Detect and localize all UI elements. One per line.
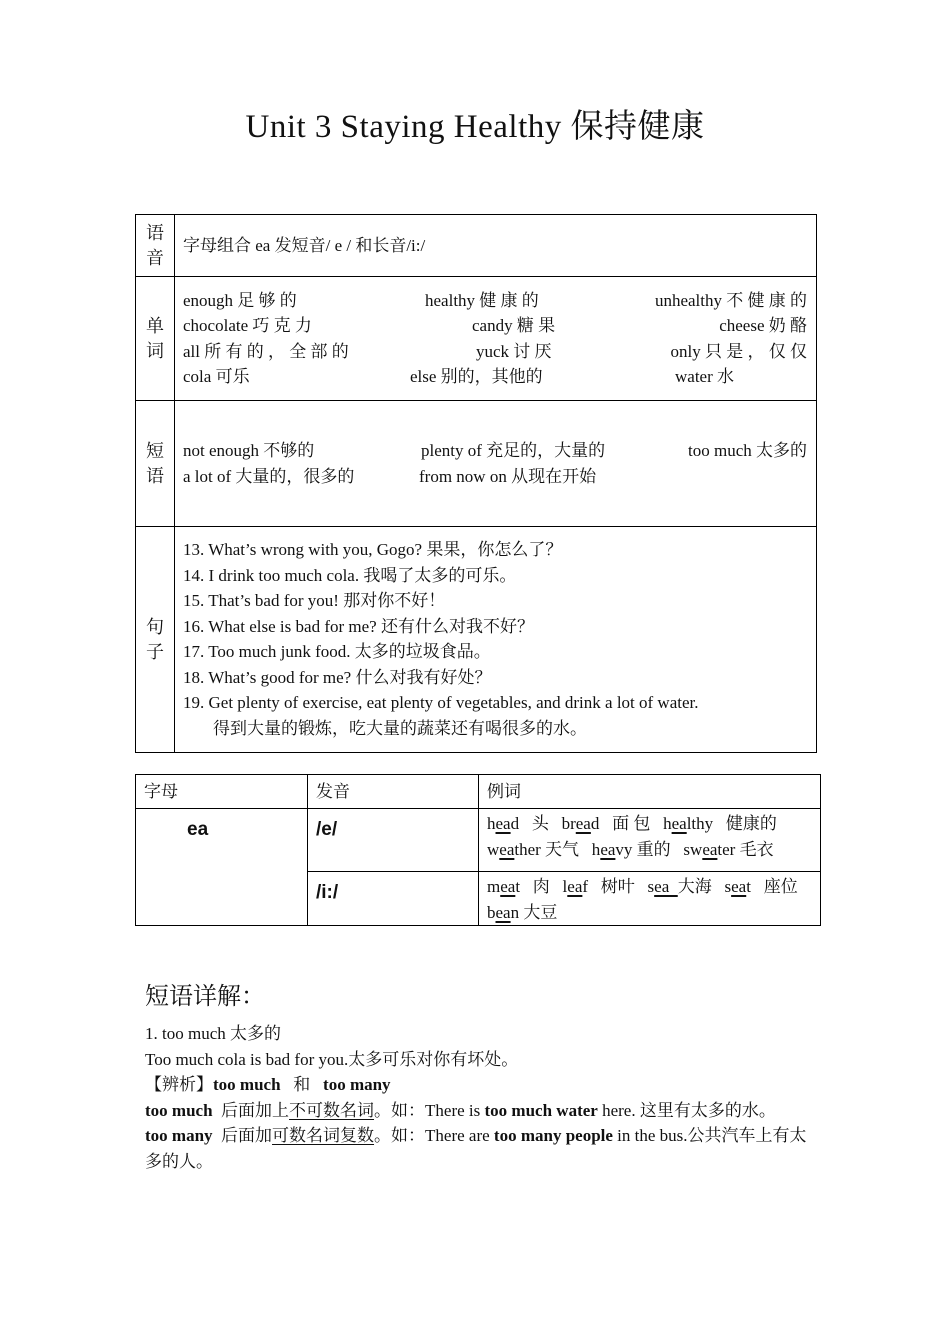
example-text: b [487, 902, 496, 922]
sound-cell: /i:/ [308, 872, 479, 926]
phrases-row [136, 401, 817, 527]
header-sound: 发音 [308, 775, 479, 809]
sentences-label: 句 子 [136, 527, 175, 753]
example-line [487, 874, 813, 900]
example-text: d 头 br [510, 814, 576, 833]
word-item: water 水 [675, 367, 735, 386]
note-item: 1. too much 太多的 [145, 1024, 281, 1043]
underlined-vowel: ea [495, 814, 511, 833]
sentences-content [175, 527, 817, 753]
underlined-vowel: ea [567, 877, 583, 896]
word-item: chocolate 巧 克 力 [183, 316, 312, 335]
words-row [136, 277, 817, 401]
example-line [487, 900, 813, 926]
sentence-translation: 得到大量的锻炼，吃大量的蔬菜还有喝很多的水。 [213, 718, 587, 738]
sound-cell: /e/ [308, 809, 479, 872]
example-text: d 面 包 h [590, 814, 672, 833]
header-letter: 字母 [136, 775, 308, 809]
vocab-table [135, 214, 817, 753]
word-item: enough 足 够 的 [183, 290, 297, 310]
letter-cell: ea [136, 809, 308, 926]
example-text: f 树叶 s [582, 877, 655, 896]
example-text: vy 重的 sw [615, 839, 703, 859]
sentence: 16. What else is bad for me? 还有什么对我不好？ [183, 616, 534, 636]
sentence: 14. I drink too much cola. 我喝了太多的可乐。 [183, 565, 517, 585]
phonics-label: 语 音 [136, 215, 175, 277]
note-too-much: too much 后面加上不可数名词。如：There is too much water here. 这里有太多的水。 [145, 1100, 776, 1120]
example-text: lthy 健康的 [686, 814, 777, 833]
word-item: candy 糖 果 [472, 316, 556, 335]
phrase-item: too much 太多的 [688, 441, 807, 460]
word-item: yuck 讨 厌 [476, 341, 552, 361]
example-cell [479, 872, 821, 926]
word-item: only 只 是 ， 仅 仅 [670, 341, 807, 361]
phrase-item: a lot of 大量的，很多的 [183, 466, 355, 486]
note-analysis: 【辨析】too much 和 too many [145, 1075, 391, 1094]
underlined-vowel: ea [654, 877, 678, 896]
word-item: all 所 有 的 ， 全 部 的 [183, 341, 349, 361]
underlined-vowel: ea [702, 839, 718, 859]
header-examples: 例词 [479, 775, 821, 809]
example-text: ther 天气 h [514, 839, 601, 859]
example-text: t 肉 l [515, 877, 568, 896]
underlined-vowel: ea [500, 877, 516, 896]
phonics-content: 字母组合 ea 发短音/ e / 和长音/i:/ [175, 215, 817, 277]
phonics-header-row [136, 775, 821, 809]
word-item: cheese 奶 酪 [719, 316, 807, 335]
word-item: unhealthy 不 健 康 的 [654, 290, 807, 310]
phrases-label: 短 语 [136, 401, 175, 527]
phonics-row-short [136, 809, 821, 872]
underlined-vowel: ea [575, 814, 591, 833]
example-text: m [487, 877, 501, 896]
phrase-item: from now on 从现在开始 [419, 466, 597, 486]
words-grid [183, 288, 807, 390]
phrases-grid [183, 438, 807, 489]
example-cell [479, 809, 821, 872]
sentence: 15. That’s bad for you! 那对你不好！ [183, 591, 446, 610]
words-content [175, 277, 817, 401]
note-too-many: too many 后面加可数名词复数。如：There are too many people in the bus.公共汽车上有太多的人。 [145, 1126, 807, 1171]
underlined-vowel: ea [600, 839, 616, 859]
words-label: 单 词 [136, 277, 175, 401]
word-item: else 别的，其他的 [410, 367, 543, 386]
sentence: 19. Get plenty of exercise, eat plenty of vegetables, and drink a lot of water. [183, 693, 699, 712]
page-title: Unit 3 Staying Healthy 保持健康 [245, 109, 705, 145]
example-text: h [487, 814, 496, 833]
word-item: cola 可乐 [183, 367, 250, 386]
example-line [487, 811, 813, 837]
example-text: 大海 s [677, 877, 732, 896]
example-text: w [487, 839, 500, 859]
example-text: t 座位 [746, 877, 798, 896]
underlined-vowel: ea [495, 902, 511, 922]
underlined-vowel: ea [499, 839, 515, 859]
sentence: 18. What’s good for me? 什么对我有好处？ [183, 667, 492, 687]
example-text: n 大豆 [510, 902, 558, 922]
notes [145, 1021, 810, 1174]
section-title: 短语详解： [145, 984, 265, 1010]
note-example: Too much cola is bad for you.太多可乐对你有坏处。 [145, 1049, 519, 1069]
sentence: 13. What’s wrong with you, Gogo? 果果，你怎么了？ [183, 540, 563, 559]
phrases-content [175, 401, 817, 527]
phonics-row [136, 215, 817, 277]
example-text: ter 毛衣 [717, 839, 774, 859]
phonics-table [135, 774, 821, 926]
sentence: 17. Too much junk food. 太多的垃圾食品。 [183, 642, 491, 661]
phrase-item: plenty of 充足的，大量的 [421, 441, 606, 460]
example-line [487, 837, 813, 863]
underlined-vowel: ea [671, 814, 687, 833]
underlined-vowel: ea [731, 877, 747, 896]
word-item: healthy 健 康 的 [425, 290, 539, 310]
phrase-item: not enough 不够的 [183, 441, 315, 460]
sentences-row [136, 527, 817, 753]
